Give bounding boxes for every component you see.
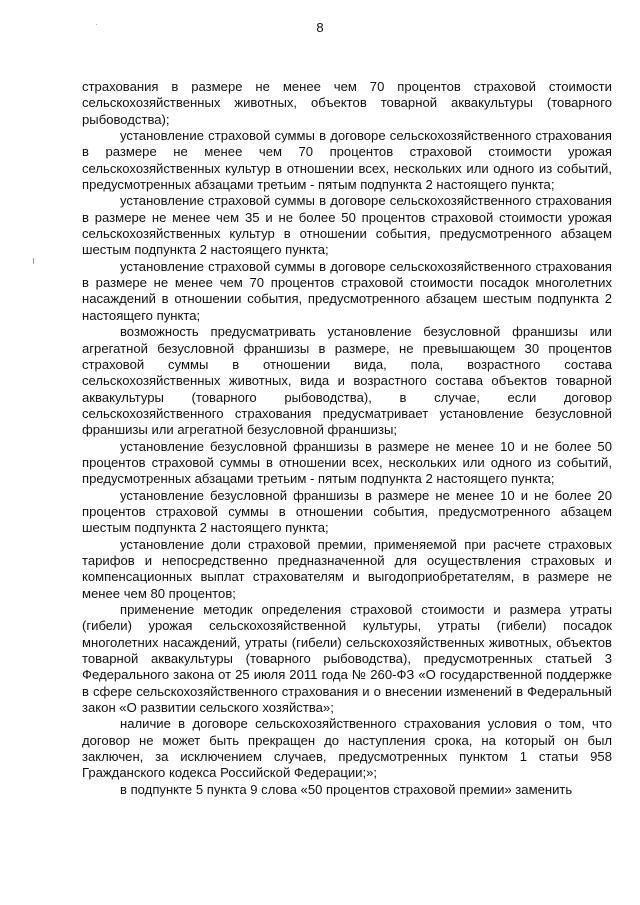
paragraph: возможность предусматривать установление безусловной франшизы или агрегатной безусловной франшизы в размере, не превышающем 30 процентов страховой суммы в отношении вида, пола, возрастного состава сельскохозяйственных животных, вида и возрастного состава объектов товарной аквакультуры (товарного рыбоводства), в случае, если договор сельскохозяйственного страхования предусматривает установление безусловной франшизы или агрегатной безусловной франшизы; [82,324,612,438]
paragraph: установление страховой суммы в договоре сельскохозяйственного страхования в размере не менее чем 70 процентов страховой стоимости урожая сельскохозяйственных культур в отношении всех, нескольких или одного из событий, предусмотренных абзацами третьим - пятым подпункта 2 настоящего пункта; [82,128,612,193]
paragraph: в подпункте 5 пункта 9 слова «50 процентов страховой премии» заменить [120,781,573,797]
paragraph: применение методик определения страховой стоимости и размера утраты (гибели) урожая сельскохозяйственной культуры, утраты (гибели) посадок многолетних насаждений, утраты (гибели) сельскохозяйственных животных, объектов товарной аквакультуры (товарного рыбоводства), предусмотренных статьей 3 Федерального закона от 25 июля 2011 года № 260-ФЗ «О государственной поддержке в сфере сельскохозяйственного страхования и о внесении изменений в Федеральный закон «О развитии сельского хозяйства»; [82,602,612,716]
paragraph: наличие в договоре сельскохозяйственного страхования условия о том, что договор не может быть прекращен до наступления срока, на который он был заключен, за исключением случаев, предусмотренных пунктом 1 статьи 958 Гражданского кодекса Российской Федерации;»; [82,716,612,781]
paragraph: установление страховой суммы в договоре сельскохозяйственного страхования в размере не менее чем 70 процентов страховой стоимости посадок многолетних насаждений в отношении события, предусмотренного абзацем шестым подпункта 2 настоящего пункта; [82,258,612,323]
paragraph: установление страховой суммы в договоре сельскохозяйственного страхования в размере не менее чем 35 и не более 50 процентов страховой стоимости урожая сельскохозяйственных культур в отношении события, предусмотренного абзацем шестым подпункта 2 настоящего пункта; [82,193,612,258]
page-number: 8 [316,20,324,35]
body-text [82,79,612,798]
paragraph: установление доли страховой премии, применяемой при расчете страховых тарифов и непосредственно предназначенной для осуществления страховых и компенсационных выплат страхователям и выгодоприобретателям, в размере не менее чем 80 процентов; [82,536,612,601]
paragraph: страхования в размере не менее чем 70 процентов страховой стоимости сельскохозяйственных животных, объектов товарной аквакультуры (товарного рыбоводства); [82,79,612,127]
margin-mark [33,258,34,264]
paragraph: установление безусловной франшизы в размере не менее 10 и не более 20 процентов страховой суммы в отношении события, предусмотренного абзацем шестым подпункта 2 настоящего пункта; [82,487,612,536]
paragraph: установление безусловной франшизы в размере не менее 10 и не более 50 процентов страховой суммы в отношении всех, нескольких или одного из событий, предусмотренных абзацами третьим - пятым подпункта 2 настоящего пункта; [82,438,612,487]
